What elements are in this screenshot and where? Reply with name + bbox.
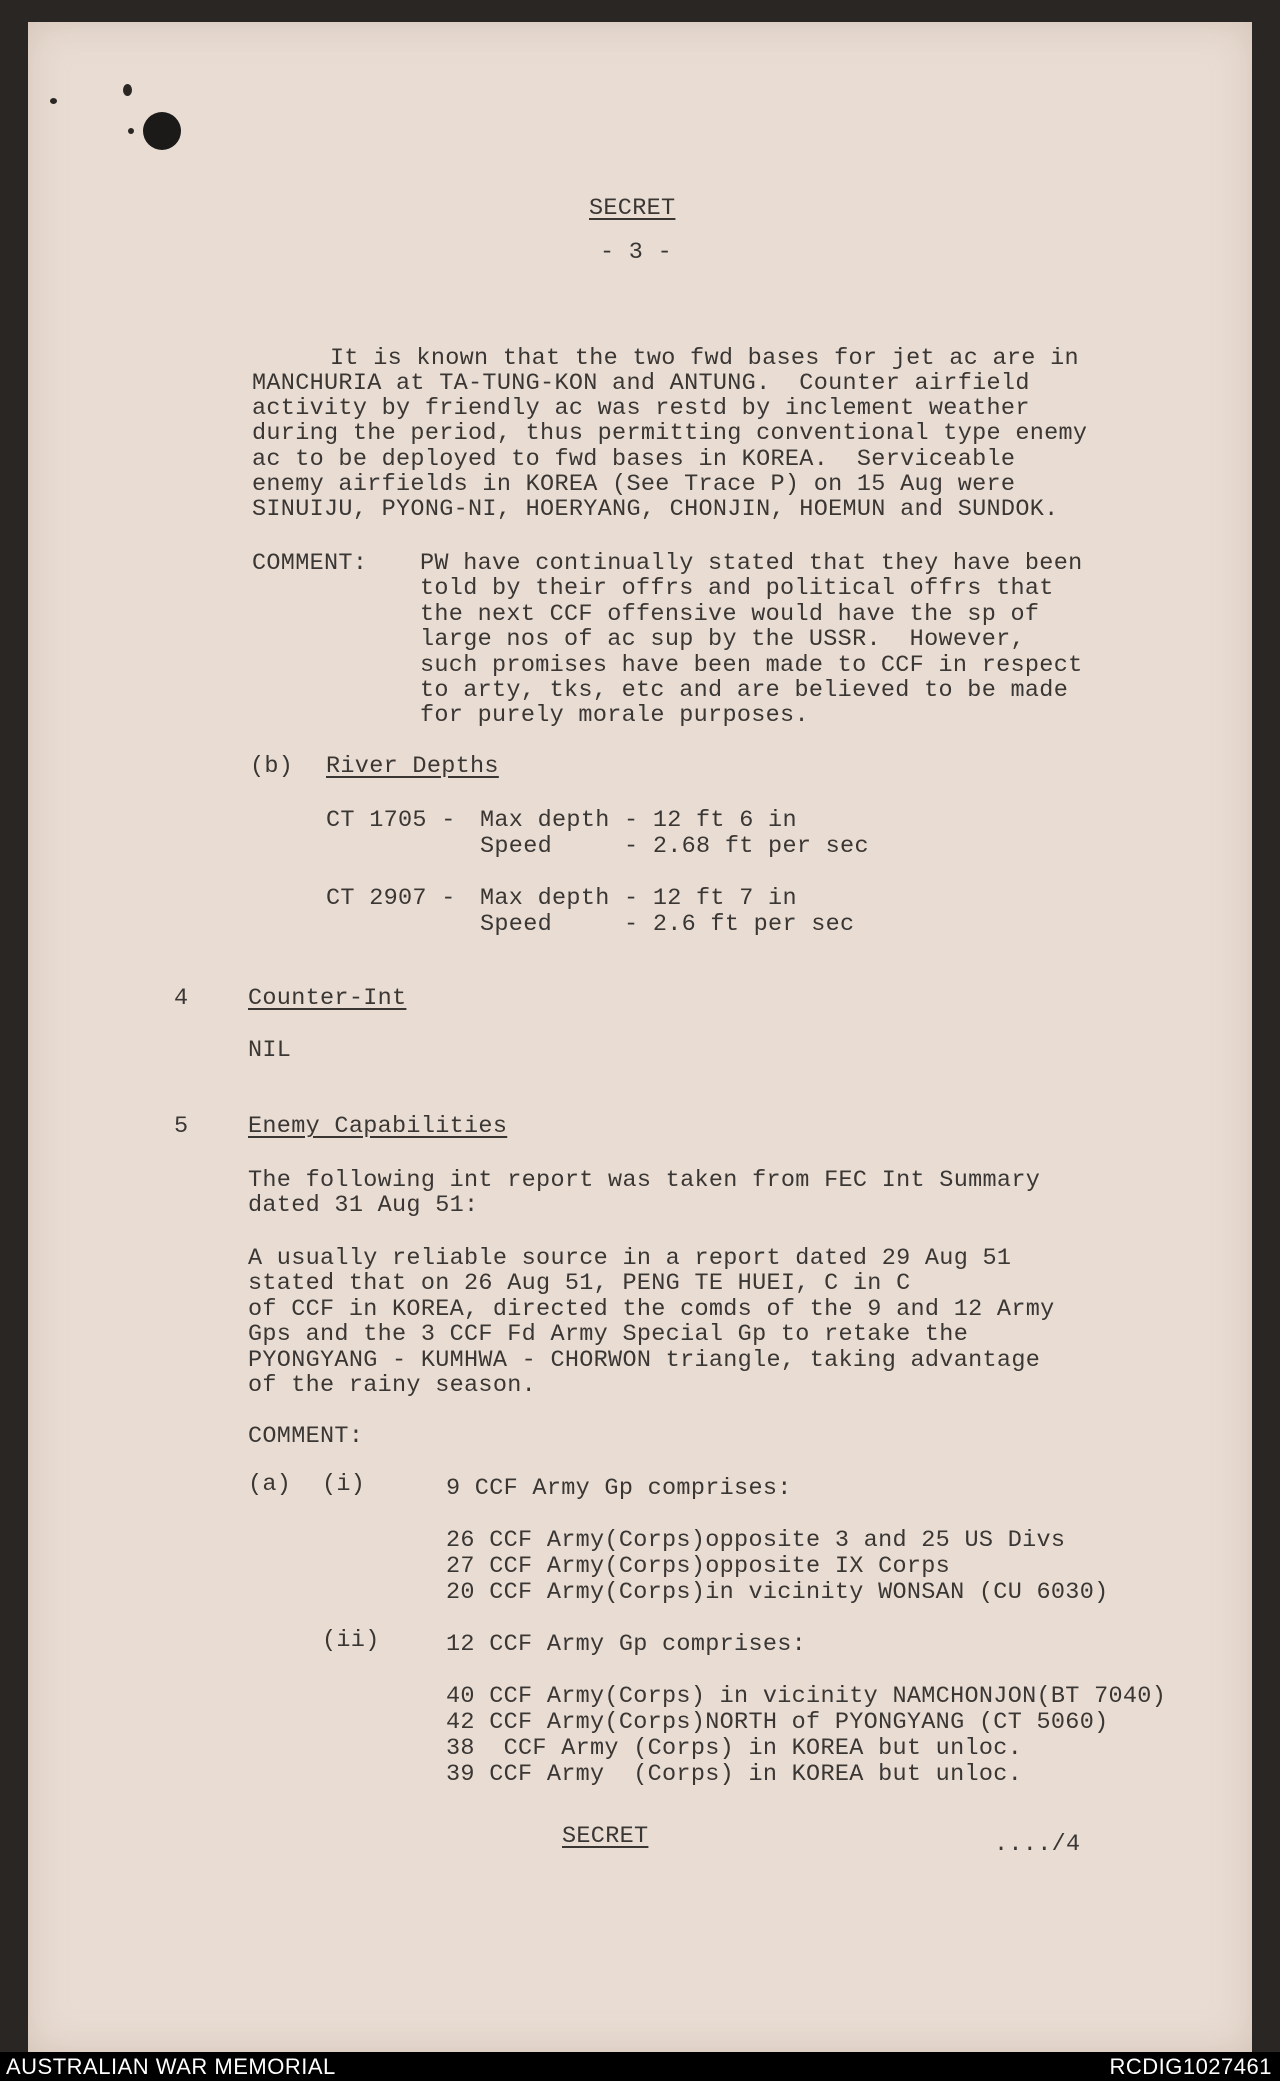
river-depth-line: Max depth - 12 ft 7 in xyxy=(480,885,797,912)
report-line: of CCF in KOREA, directed the comds of the 9 and 12 Army xyxy=(248,1296,1055,1323)
section-number: 5 xyxy=(174,1113,189,1140)
intro-line: ac to be deployed to fwd bases in KOREA. Serviceable xyxy=(252,446,1016,473)
counter-int-heading: Counter-Int xyxy=(248,985,407,1012)
report-line: of the rainy season. xyxy=(248,1372,537,1399)
army-item: 20 CCF Army(Corps)in vicinity WONSAN (CU 6030) xyxy=(446,1579,1109,1606)
subsection-marker: (ii) xyxy=(322,1627,380,1654)
army-item: 26 CCF Army(Corps)opposite 3 and 25 US Divs xyxy=(446,1527,1066,1554)
comment-line: to arty, tks, etc and are believed to be made xyxy=(420,677,1069,704)
subsection-marker: (a) xyxy=(248,1471,292,1498)
intro-line: It is known that the two fwd bases for jet ac are in xyxy=(330,345,1079,372)
archive-name: AUSTRALIAN WAR MEMORIAL xyxy=(6,2054,336,2079)
comment-line: PW have continually stated that they have been xyxy=(420,550,1083,577)
archive-reference: RCDIG1027461 xyxy=(1109,2054,1272,2079)
intro-line: during the period, thus permitting conventional type enemy xyxy=(252,420,1088,447)
intro-line: activity by friendly ac was restd by inclement weather xyxy=(252,395,1030,422)
army-group-title: 9 CCF Army Gp comprises: xyxy=(446,1475,792,1502)
report-line: Gps and the 3 CCF Fd Army Special Gp to retake the xyxy=(248,1321,969,1348)
army-item: 42 CCF Army(Corps)NORTH of PYONGYANG (CT 5060) xyxy=(446,1709,1109,1736)
section-number: 4 xyxy=(174,985,189,1012)
comment-label: COMMENT: xyxy=(252,550,368,577)
river-location: CT 1705 - xyxy=(326,807,456,834)
comment-line: told by their offrs and political offrs that xyxy=(420,575,1054,602)
continuation-marker: ..../4 xyxy=(994,1831,1081,1858)
header-classification: SECRET xyxy=(589,195,676,222)
report-line: A usually reliable source in a report dated 29 Aug 51 xyxy=(248,1245,1012,1272)
comment-line: for purely morale purposes. xyxy=(420,702,809,729)
river-speed-line: Speed - 2.6 ft per sec xyxy=(480,911,855,938)
ink-speck xyxy=(50,98,57,104)
ink-speck xyxy=(128,128,134,134)
army-group-title: 12 CCF Army Gp comprises: xyxy=(446,1631,807,1658)
intro-line: enemy airfields in KOREA (See Trace P) on 15 Aug were xyxy=(252,471,1016,498)
comment-label: COMMENT: xyxy=(248,1423,364,1450)
intro-line: MANCHURIA at TA-TUNG-KON and ANTUNG. Counter airfield xyxy=(252,370,1030,397)
comment-line: such promises have been made to CCF in respect xyxy=(420,652,1083,679)
army-item: 27 CCF Army(Corps)opposite IX Corps xyxy=(446,1553,951,1580)
river-depth-line: Max depth - 12 ft 6 in xyxy=(480,807,797,834)
report-line: The following int report was taken from FEC Int Summary xyxy=(248,1167,1041,1194)
intro-line: SINUIJU, PYONG-NI, HOERYANG, CHONJIN, HOEMUN and SUNDOK. xyxy=(252,496,1059,523)
army-item: 39 CCF Army (Corps) in KOREA but unloc. xyxy=(446,1761,1023,1788)
river-location: CT 2907 - xyxy=(326,885,456,912)
report-line: stated that on 26 Aug 51, PENG TE HUEI, C in C xyxy=(248,1270,911,1297)
river-depths-heading: River Depths xyxy=(326,753,499,780)
army-item: 40 CCF Army(Corps) in vicinity NAMCHONJON(BT 7040) xyxy=(446,1683,1167,1710)
comment-line: large nos of ac sup by the USSR. However, xyxy=(420,626,1025,653)
report-line: PYONGYANG - KUMHWA - CHORWON triangle, taking advantage xyxy=(248,1347,1041,1374)
subsection-marker: (b) xyxy=(250,753,294,780)
river-speed-line: Speed - 2.68 ft per sec xyxy=(480,833,869,860)
page-number: - 3 - xyxy=(600,239,673,266)
punch-hole xyxy=(143,112,181,150)
report-line: dated 31 Aug 51: xyxy=(248,1192,479,1219)
counter-int-body: NIL xyxy=(248,1037,292,1064)
subsection-marker: (i) xyxy=(322,1471,366,1498)
comment-line: the next CCF offensive would have the sp of xyxy=(420,601,1040,628)
army-item: 38 CCF Army (Corps) in KOREA but unloc. xyxy=(446,1735,1023,1762)
enemy-capabilities-heading: Enemy Capabilities xyxy=(248,1113,508,1140)
footer-classification: SECRET xyxy=(562,1823,649,1850)
ink-speck xyxy=(123,84,132,96)
